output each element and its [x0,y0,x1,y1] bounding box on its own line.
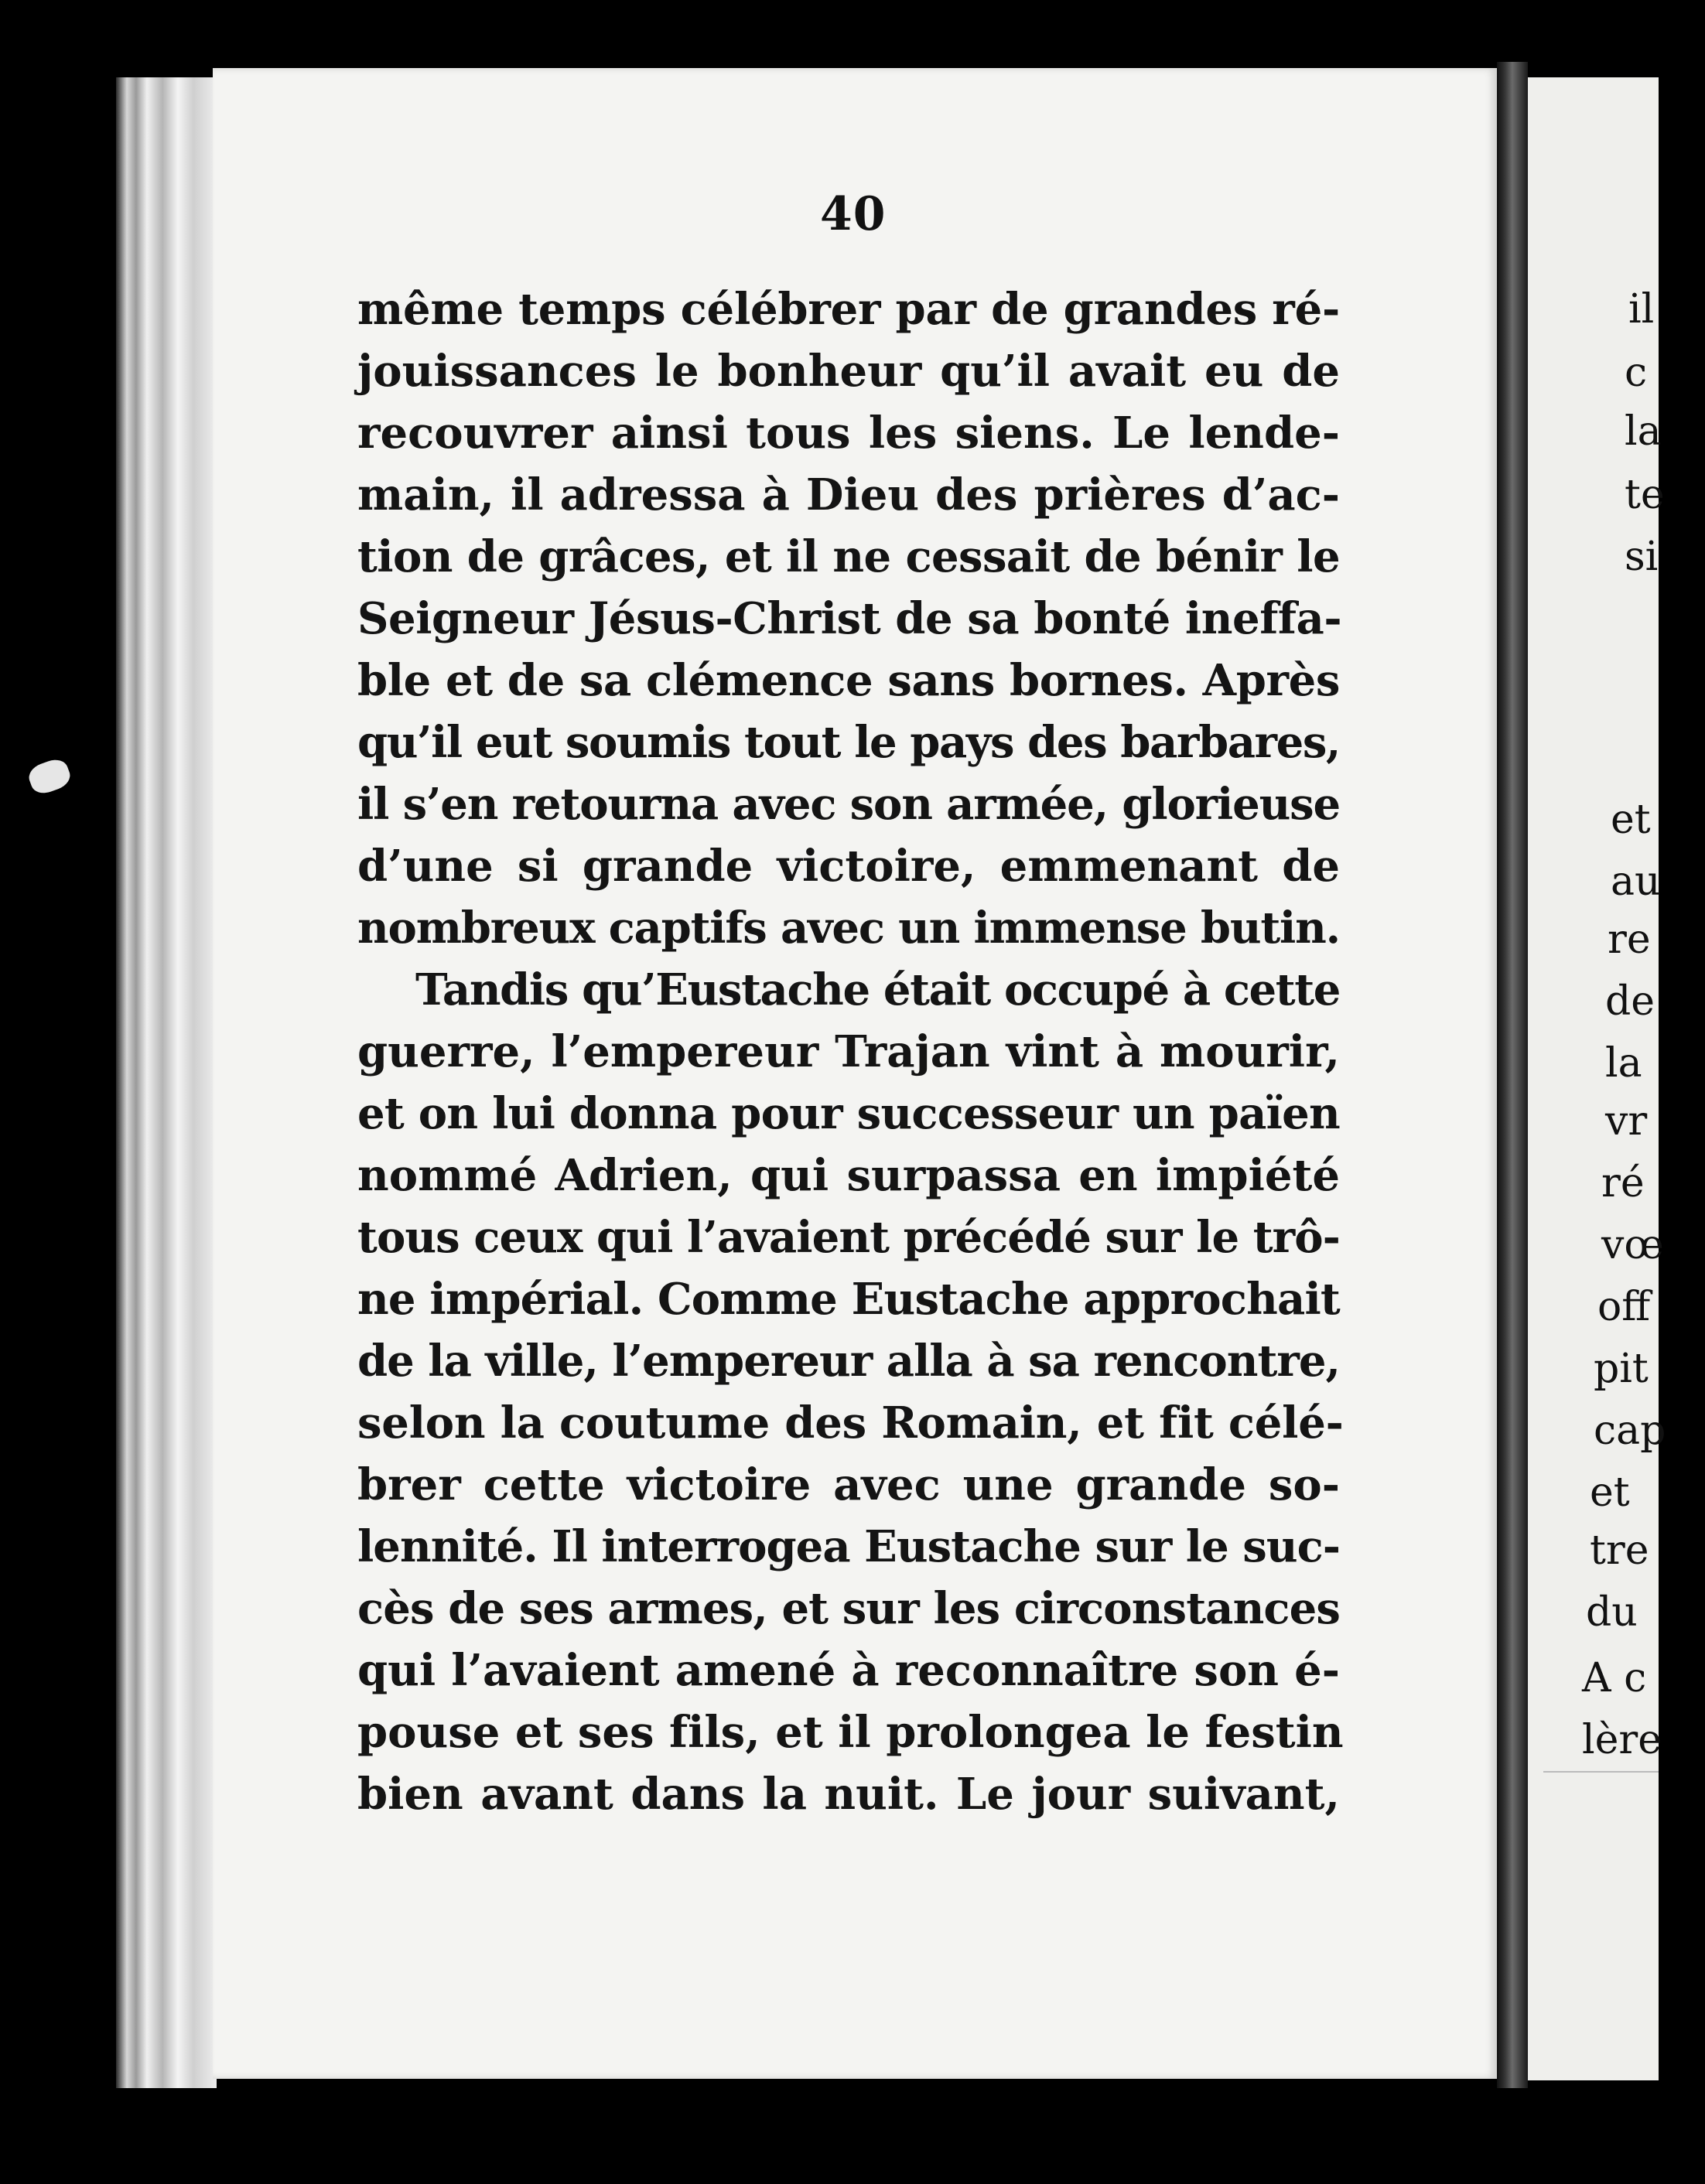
text-line: nombreux captifs avec un immense butin. [357,903,1340,954]
facing-text-fragment: la [1625,408,1662,455]
facing-text-fragment: A c [1582,1655,1647,1701]
facing-text-fragment: et [1611,797,1651,843]
facing-text-fragment: vœ [1601,1222,1664,1268]
facing-text-fragment: vr [1605,1098,1648,1145]
text-line: qu’il eut soumis tout le pays des barbares, [357,717,1341,768]
scan-scratch [1543,1771,1659,1773]
facing-text-fragment: pit [1594,1346,1649,1392]
text-line: et on lui donna pour successeur un païen [357,1088,1341,1139]
text-line: nommé Adrien, qui surpassa en impiété [357,1150,1340,1201]
text-line: jouissances le bonheur qu’il avait eu de [357,346,1340,397]
page-number: 40 [820,187,887,241]
text-line: guerre, l’empereur Trajan vint à mourir, [357,1026,1340,1077]
text-line: main, il adressa à Dieu des prières d’ac- [357,469,1340,520]
facing-text-fragment: si [1625,534,1659,580]
facing-text-fragment: lère [1582,1717,1662,1763]
text-line: cès de ses armes, et sur les circonstances [357,1583,1341,1634]
facing-text-fragment: te [1625,472,1665,518]
facing-text-fragment: off [1597,1284,1651,1330]
text-line: ble et de sa clémence sans bornes. Après [357,655,1340,706]
scan-speck [26,756,73,797]
facing-text-fragment: cap [1594,1408,1666,1454]
facing-text-fragment: ré [1601,1160,1645,1206]
facing-text-fragment: tre [1590,1527,1649,1574]
text-line: il s’en retourna avec son armée, glorieuse [357,779,1340,830]
text-line: pouse et ses fils, et il prolongea le festin [357,1707,1344,1758]
text-line: qui l’avaient amené à reconnaître son é- [357,1645,1340,1696]
text-line: ne impérial. Comme Eustache approchait [357,1274,1340,1325]
text-line-paragraph-start: Tandis qu’Eustache était occupé à cette [415,964,1340,1015]
book-gutter [1497,62,1528,2088]
facing-text-fragment: re [1608,916,1651,963]
text-line: de la ville, l’empereur alla à sa rencontre, [357,1336,1341,1387]
text-line: d’une si grande victoire, emmenant de [357,841,1340,892]
text-line: même temps célébrer par de grandes ré- [357,284,1340,335]
facing-text-fragment: il [1628,286,1655,333]
text-line: tion de grâces, et il ne cessait de bénir le [357,531,1340,582]
facing-text-fragment: la [1605,1040,1642,1087]
text-line: tous ceux qui l’avaient précédé sur le trô- [357,1212,1340,1263]
book-left-edge [116,77,217,2088]
text-line: bien avant dans la nuit. Le jour suivant, [357,1769,1340,1820]
facing-text-fragment: au [1611,858,1661,905]
text-line: recouvrer ainsi tous les siens. Le lende- [357,408,1340,459]
text-line: brer cette victoire avec une grande so- [357,1459,1340,1510]
facing-text-fragment: de [1605,978,1655,1025]
facing-text-fragment: du [1586,1589,1638,1636]
facing-text-fragment: et [1590,1469,1630,1516]
body-text [357,278,1344,1825]
facing-text-fragment: c [1625,350,1648,396]
text-line: lennité. Il interrogea Eustache sur le suc- [357,1521,1340,1572]
text-line: selon la coutume des Romain, et fit célé- [357,1397,1344,1449]
text-line: Seigneur Jésus-Christ de sa bonté ineffa- [357,593,1342,644]
